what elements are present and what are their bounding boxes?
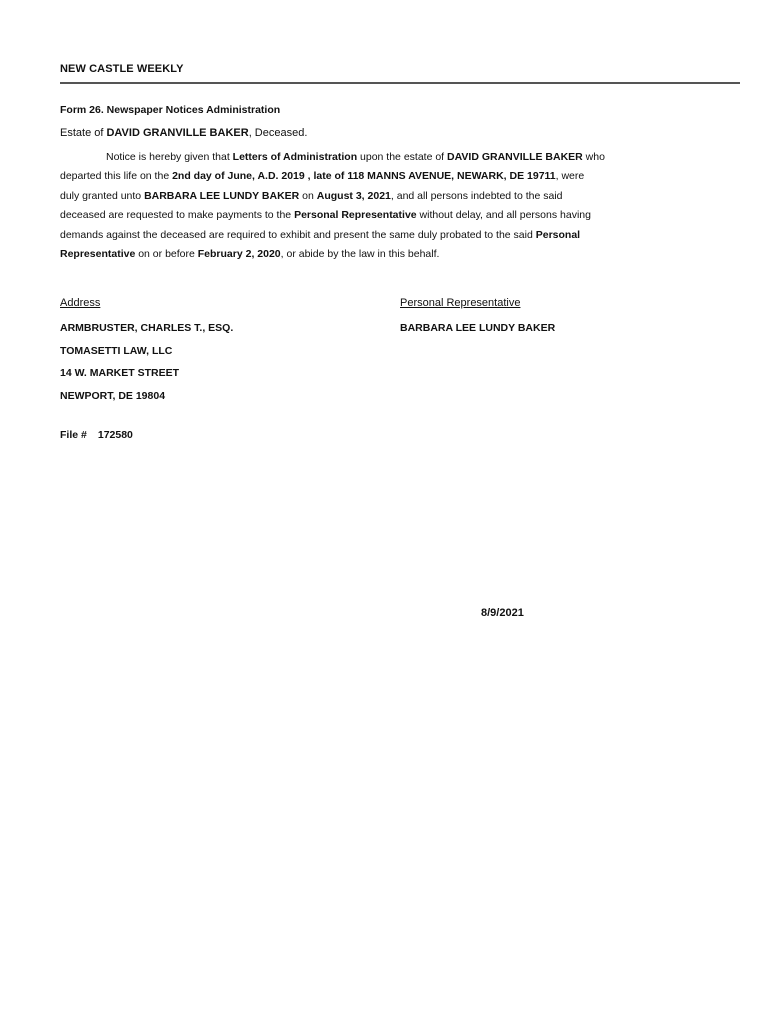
notice-line-5 bbox=[60, 226, 680, 245]
address-line-2: TOMASETTI LAW, LLC bbox=[60, 345, 173, 357]
form-title: Form 26. Newspaper Notices Administration bbox=[60, 104, 281, 116]
publication-date: 8/9/2021 bbox=[481, 607, 524, 619]
notice-line-4 bbox=[60, 206, 680, 225]
notice-text: deceased are requested to make payments to the bbox=[60, 209, 295, 222]
notice-bold: August 3, 2021 bbox=[316, 189, 391, 202]
notice-line-2 bbox=[60, 167, 680, 186]
notice-text: without delay, and all persons having bbox=[416, 209, 591, 222]
notice-bold: 2nd day of June, A.D. 2019 , late of 118 MANNS AVENUE, NEWARK, DE 19711 bbox=[172, 170, 556, 183]
notice-line-6 bbox=[60, 245, 680, 264]
notice-text: departed this life on the bbox=[60, 170, 173, 183]
address-line-3: 14 W. MARKET STREET bbox=[60, 367, 180, 379]
file-number-line bbox=[60, 429, 133, 441]
notice-text: who bbox=[582, 151, 605, 163]
notice-text: on bbox=[299, 189, 317, 202]
notice-text: demands against the deceased are required to exhibit and present the same duly probated to the said bbox=[60, 228, 536, 241]
notice-bold: Personal Representative bbox=[294, 209, 417, 222]
estate-prefix: Estate of bbox=[60, 127, 107, 139]
notice-text: upon the estate of bbox=[357, 151, 448, 163]
publication-title: NEW CASTLE WEEKLY bbox=[60, 63, 184, 75]
address-label: Address bbox=[60, 297, 101, 309]
notice-text: , and all persons indebted to the said bbox=[390, 189, 563, 202]
file-number: 172580 bbox=[97, 429, 133, 441]
notice-bold: DAVID GRANVILLE BAKER bbox=[447, 151, 583, 163]
estate-line bbox=[60, 127, 307, 139]
header-rule bbox=[60, 82, 740, 84]
notice-text: on or before bbox=[135, 248, 198, 261]
notice-text: duly granted unto bbox=[60, 189, 145, 202]
address-line-4: NEWPORT, DE 19804 bbox=[60, 390, 166, 402]
notice-bold: Letters of Administration bbox=[232, 151, 358, 163]
notice-line-3 bbox=[60, 187, 680, 206]
representative-name: BARBARA LEE LUNDY BAKER bbox=[400, 322, 556, 334]
notice-bold: Personal bbox=[535, 228, 581, 241]
representative-label: Personal Representative bbox=[400, 297, 521, 309]
notice-bold: February 2, 2020 bbox=[197, 248, 281, 261]
notice-body bbox=[60, 148, 680, 264]
notice-text: Notice is hereby given that bbox=[106, 151, 233, 163]
file-label: File # bbox=[60, 429, 87, 441]
notice-text: , or abide by the law in this behalf. bbox=[280, 248, 440, 261]
notice-line-1 bbox=[60, 148, 680, 167]
notice-bold: BARBARA LEE LUNDY BAKER bbox=[144, 189, 300, 202]
decedent-name: DAVID GRANVILLE BAKER bbox=[106, 127, 249, 139]
notice-text: , were bbox=[555, 170, 585, 183]
estate-suffix: , Deceased. bbox=[248, 127, 308, 139]
notice-bold: Representative bbox=[60, 248, 136, 261]
address-line-1: ARMBRUSTER, CHARLES T., ESQ. bbox=[60, 322, 234, 334]
